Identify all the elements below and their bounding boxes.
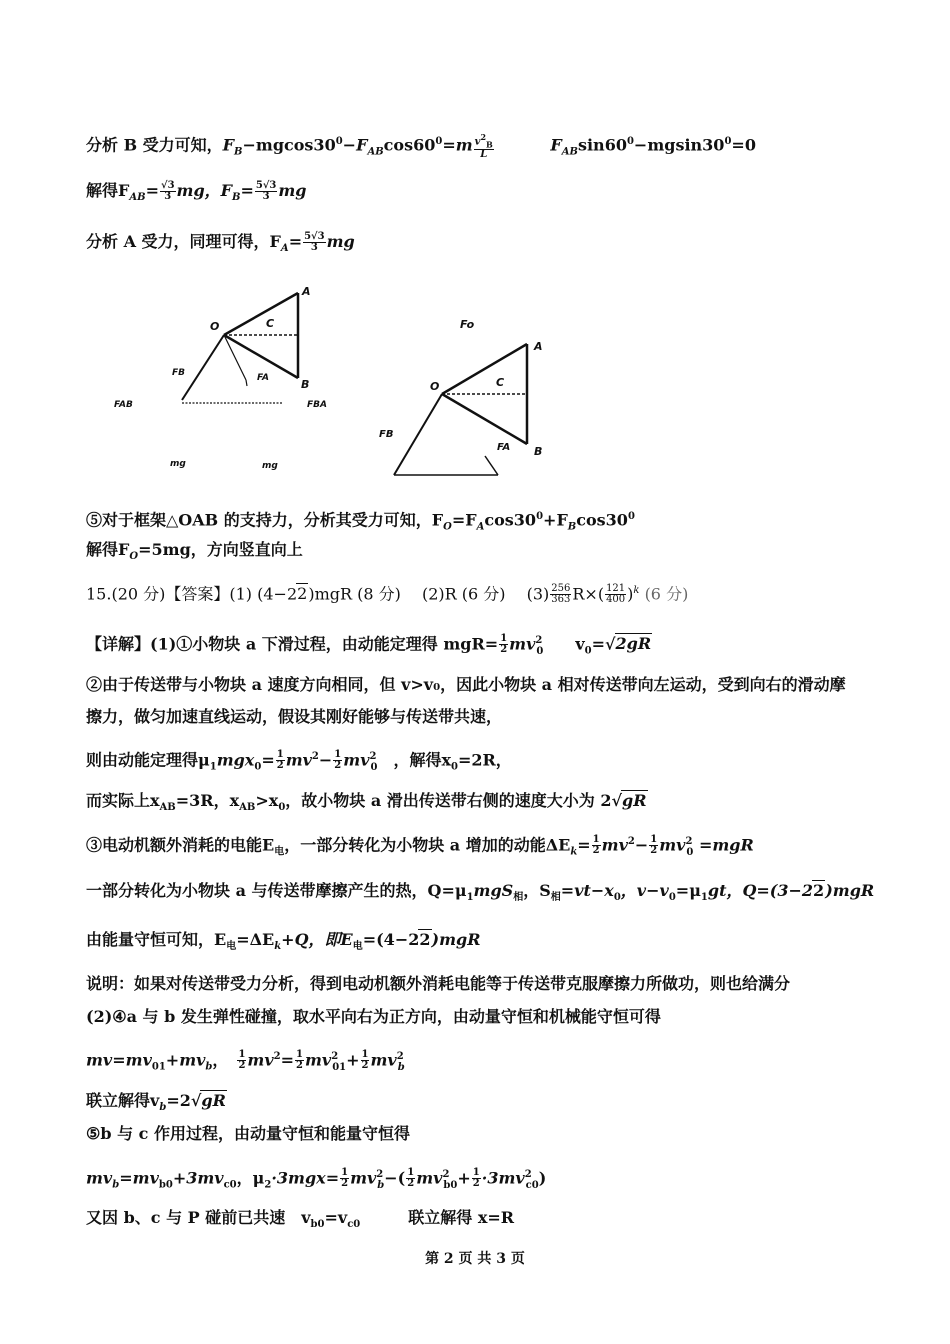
force-diagram-right (370, 310, 570, 490)
text: mg，F (176, 181, 233, 200)
fraction: $\frac{√3}{3}$ (161, 180, 175, 202)
text: −mgsin30 (633, 135, 725, 155)
text-line-14: 一部分转化为小物块 a 与传送带摩擦产生的热，$Q=\mu_1mgS_相$，$S_相=vt-x_0$，$v-v_0=\mu_1gt$，Q=(3−22)mgR (86, 881, 875, 904)
text-line-5: ⑤对于框架△OAB 的支持力，分析其受力可知，$F_O=F_A\cos 30^0+F_B\cos 30^0$ (86, 510, 635, 533)
label-o: O (210, 320, 220, 333)
fraction: $\frac{5√3}{3}$ (304, 231, 325, 253)
text: −F (342, 135, 368, 155)
text: 分析 B 受力可知， (86, 135, 223, 155)
label-c: C (266, 317, 275, 330)
text: B (232, 192, 241, 204)
label-b: B (534, 445, 543, 458)
text: 0 (626, 136, 634, 147)
text: 0 (724, 136, 732, 147)
label-fa: FA (257, 373, 269, 383)
label-fb: FB (172, 368, 186, 378)
force-arrow-fb (182, 335, 224, 400)
frame-edge-oa (442, 344, 527, 394)
label-fa: FA (497, 442, 511, 453)
frame-edge-ob (442, 394, 527, 444)
text: AB (561, 146, 578, 158)
fraction: $\frac{v^2_B}{L}$ (474, 131, 493, 160)
text: −mgcos30 (242, 135, 336, 155)
text-line-22: 又因 b、c 与 P 碰前已共速 $v_{b0}=v_{c0}$ 联立解得 x=R (86, 1208, 515, 1231)
text: F (222, 135, 235, 155)
text-line-3 (86, 231, 355, 260)
text: =0 (731, 135, 756, 155)
text-line-12: 而实际上$x_{AB}=3R$，$x_{AB}>x_0$，故小物块 a 滑出传送带右侧的速度大小为 2√gR (86, 791, 647, 814)
text: 0 (335, 136, 343, 147)
text-line-1 (86, 131, 756, 164)
label-fo: Fo (460, 318, 475, 331)
label-fba: FBA (307, 400, 327, 410)
text: B (234, 146, 243, 158)
text-line-20: ⑤b 与 c 作用过程，由动量守恒和能量守恒得 (86, 1124, 410, 1143)
label-a: A (302, 285, 311, 298)
label-mg: mg (170, 459, 186, 469)
text: 解得F (86, 181, 130, 200)
fraction: $\frac{5√3}{3}$ (255, 180, 277, 202)
text: AB (129, 192, 146, 204)
label-fab: FAB (114, 400, 133, 410)
text: ⑤对于框架△OAB 的支持力，分析其受力可知，F (86, 510, 444, 530)
label-b: B (301, 378, 310, 391)
label-fb: FB (379, 429, 394, 440)
text-line-10: 擦力，做匀加速直线运动，假设其刚好能够与传送带共速， (86, 707, 503, 726)
label-c: C (496, 376, 505, 389)
text: 分析 A 受力，同理可得，F (86, 232, 281, 251)
text-line-6: 解得$F_O=5mg$，方向竖直向上 (86, 540, 303, 563)
frame-edge-oa (224, 293, 298, 335)
text-line-21: $mv_b=mv_{b0}+3mv_{c0}$，$\mu_2\cdot 3mgx=$ $\frac{1}{2}$ $mv^2_b-$( $\frac{1}{2}$ $mv^2_{b0}+$ $\frac{1}{2}$ $\cdot 3mv^2_{c0}$) (86, 1167, 547, 1191)
text-line-18: $mv=mv_{01}+mv_b$， $\frac{1}{2}$ $mv^2=$ $\frac{1}{2}$ $mv^2_{01}+$ $\frac{1}{2}$ $mv^2_b$ (86, 1049, 405, 1073)
text: A (280, 243, 289, 255)
text: 0 (435, 136, 443, 147)
text-line-11: 则由动能定理得$\mu_1mgx_0=$ $\frac{1}{2}$ $mv^2-$ $\frac{1}{2}$ $mv^2_0$ ，解得$x_0=2R$， (86, 749, 512, 773)
text: sin60 (577, 135, 627, 155)
note-line: 说明：如果对传送带受力分析，得到电动机额外消耗电能等于传送带克服摩擦力所做功，则也给满分 (86, 974, 791, 993)
text-line-17: (2)④a 与 b 发生弹性碰撞，取水平向右为正方向，由动量守恒和机械能守恒可得 (86, 1007, 661, 1026)
text: mg (326, 232, 355, 251)
text: = (288, 232, 303, 251)
text: mg (278, 181, 307, 200)
text-line-15: 由能量守恒可知，$E_电=\Delta E_k+Q$，即$E_电=(4-22)mgR$ (86, 930, 481, 953)
label-o: O (430, 380, 440, 393)
force-arrow-fb (394, 394, 442, 475)
text: = (240, 181, 254, 200)
label-a: A (534, 340, 543, 353)
text-line-9: ②由于传送带与小物块 a 速度方向相同，但 v>v₀，因此小物块 a 相对传送带向左运动，受到向右的滑动摩 (86, 675, 846, 694)
text: = (145, 181, 159, 200)
text-line-13: ③电动机额外消耗的电能$E_电$，一部分转化为小物块 a 增加的动能$\Delta E_k=$ $\frac{1}{2}$ $mv^2-$ $\frac{1}{2}$ $mv^2_0 =mgR$ (86, 834, 754, 858)
text-line-2 (86, 180, 307, 209)
force-diagram-left (100, 280, 360, 480)
label-mg: mg (262, 461, 278, 471)
page-footer: 第 2 页 共 3 页 (425, 1251, 525, 1267)
text-line-8: 【详解】(1)①小物块 a 下滑过程，由动能定理得 mgR= $\frac{1}{2}$ $mv^2_0$ $v_0=√2gR$ (86, 633, 652, 657)
text: cos60 (383, 135, 436, 155)
text: =m (442, 135, 473, 155)
text: F (550, 135, 562, 155)
answer-line: 15.(20 分)【答案】(1) (4−22)mgR (8 分) (2)R (6 分) (3) $\frac{256}{363}$ R×( $\frac{121}{400}$ )$^k$ (6 分) (86, 583, 689, 606)
text-line-19: 联立解得$v_b=2√gR$ (86, 1091, 226, 1114)
text: AB (367, 146, 384, 158)
